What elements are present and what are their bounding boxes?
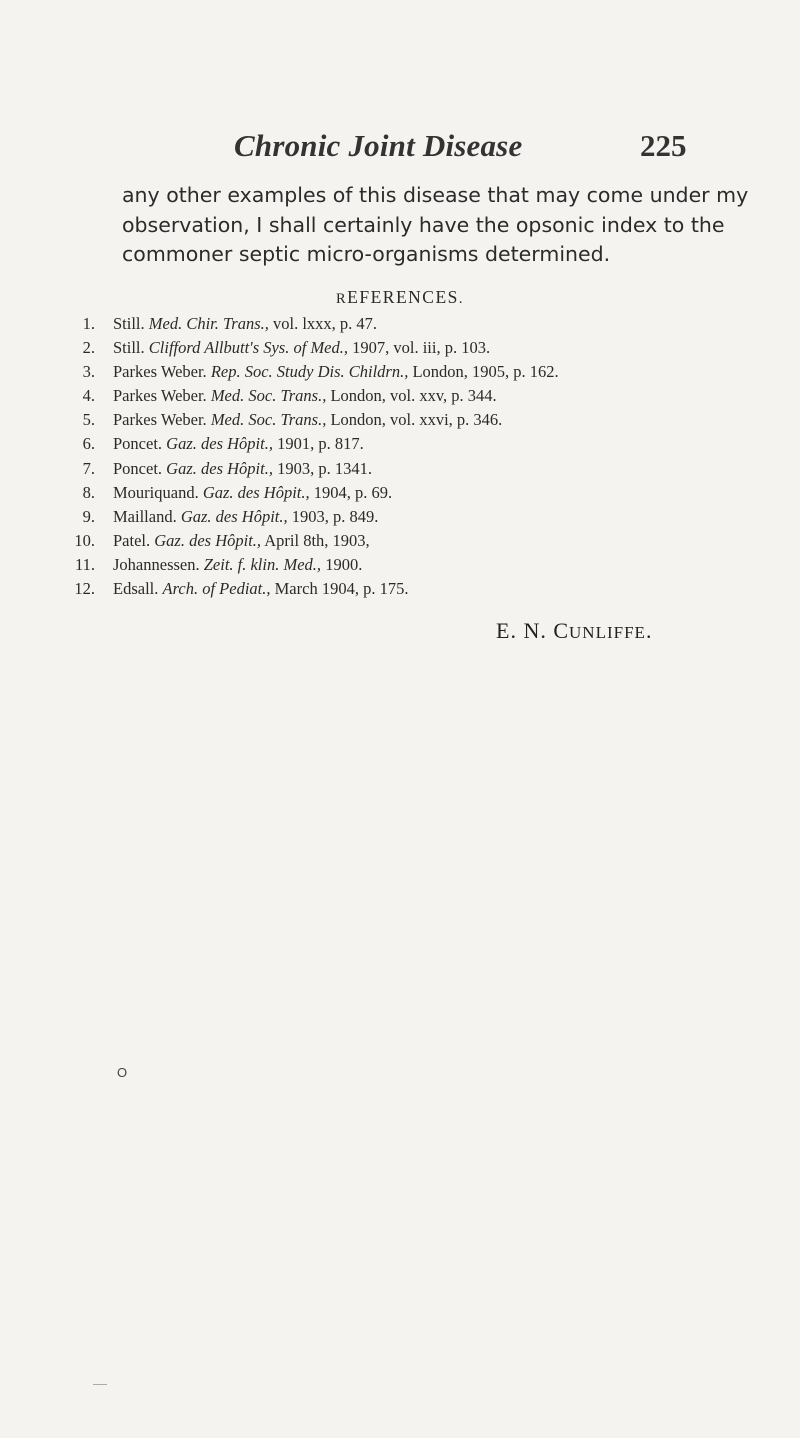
reference-number: 6.: [82, 434, 95, 454]
reference-number: 4.: [82, 386, 95, 406]
reference-item: [0, 384, 800, 408]
reference-source: Zeit. f. klin. Med.,: [203, 554, 322, 574]
reference-item: [0, 408, 800, 432]
author-signature: E. N. CUNLIFFE.: [496, 618, 653, 643]
reference-number: 8.: [82, 482, 95, 502]
reference-details: 1901, p. 817.: [277, 434, 364, 454]
reference-number: 2.: [82, 338, 95, 358]
page-edge-mark: [93, 1384, 107, 1385]
reference-author: Still.: [113, 314, 145, 333]
reference-details: March 1904, p. 175.: [274, 579, 409, 599]
reference-number: 1.: [82, 314, 95, 333]
reference-author: Parkes Weber.: [113, 410, 207, 430]
reference-number: 3.: [82, 362, 95, 382]
reference-source: Med. Soc. Trans.,: [210, 410, 327, 430]
references-heading: REFERENCES.: [335, 287, 464, 307]
body-line: observation, I shall certainly have the opsonic index to the: [122, 212, 725, 237]
reference-text: [113, 408, 502, 432]
body-line: any other examples of this disease that may come under my: [122, 183, 749, 207]
reference-author: Poncet.: [113, 434, 163, 454]
reference-text: [113, 481, 392, 505]
reference-source: Gaz. des Hôpit.,: [166, 458, 273, 478]
reference-details: April 8th, 1903,: [264, 530, 370, 550]
reference-text: [113, 457, 372, 481]
reference-item: [0, 529, 800, 553]
reference-number: 12.: [74, 579, 95, 599]
page-header: [0, 128, 800, 168]
body-line: commoner septic micro-organisms determined.: [122, 242, 611, 266]
reference-item: [0, 481, 800, 505]
reference-details: 1903, p. 849.: [291, 506, 379, 526]
reference-source: Arch. of Pediat.,: [162, 579, 271, 599]
reference-item: [0, 336, 800, 360]
reference-text: [113, 360, 559, 384]
reference-text: [113, 505, 378, 529]
reference-item: [0, 312, 800, 336]
reference-text: [113, 336, 490, 360]
reference-author: Johannessen.: [113, 554, 200, 574]
reference-details: London, vol. xxvi, p. 346.: [330, 410, 503, 430]
references-list: [0, 312, 800, 601]
reference-source: Clifford Allbutt's Sys. of Med.,: [148, 338, 349, 358]
reference-author: Poncet.: [113, 458, 163, 478]
reference-item: [0, 360, 800, 384]
reference-details: London, 1905, p. 162.: [412, 362, 559, 382]
reference-details: London, vol. xxv, p. 344.: [330, 386, 497, 406]
reference-details: 1903, p. 1341.: [277, 458, 372, 478]
reference-author: Mouriquand.: [113, 482, 199, 502]
reference-item: [0, 505, 800, 529]
reference-source: Med. Soc. Trans.,: [210, 386, 327, 406]
reference-item: [0, 457, 800, 481]
reference-details: 1907, vol. iii, p. 103.: [352, 338, 491, 358]
reference-text: [113, 529, 370, 553]
body-paragraph: [122, 181, 749, 270]
reference-author: Still.: [113, 338, 145, 358]
reference-text: [113, 384, 497, 408]
reference-source: Gaz. des Hôpit.,: [166, 434, 273, 454]
reference-details: 1900.: [325, 554, 363, 574]
reference-item: [0, 577, 800, 601]
reference-text: [113, 553, 362, 577]
reference-item: [0, 432, 800, 456]
reference-number: 10.: [74, 530, 95, 550]
reference-source: Med. Chir. Trans.,: [148, 314, 269, 333]
reference-author: Patel.: [113, 530, 151, 550]
running-title: Chronic Joint Disease: [234, 128, 523, 163]
reference-source: Gaz. des Hôpit.,: [154, 530, 262, 550]
reference-source: Rep. Soc. Study Dis. Childrn.,: [210, 362, 409, 382]
reference-text: [113, 312, 377, 336]
reference-source: Gaz. des Hôpit.,: [180, 506, 288, 526]
reference-author: Mailland.: [113, 506, 177, 526]
reference-text: [113, 577, 408, 601]
reference-source: Gaz. des Hôpit.,: [202, 482, 310, 502]
reference-number: 5.: [82, 410, 95, 430]
reference-author: Parkes Weber.: [113, 362, 207, 382]
reference-item: [0, 553, 800, 577]
reference-number: 7.: [82, 458, 95, 478]
page-number: 225: [640, 128, 687, 163]
reference-author: Edsall.: [113, 579, 159, 599]
reference-number: 11.: [74, 554, 95, 574]
reference-details: 1904, p. 69.: [313, 482, 393, 502]
signature-mark: O: [117, 1065, 128, 1080]
reference-details: vol. lxxx, p. 47.: [273, 314, 378, 333]
reference-text: [113, 432, 364, 456]
reference-author: Parkes Weber.: [113, 386, 207, 406]
reference-number: 9.: [82, 506, 95, 526]
